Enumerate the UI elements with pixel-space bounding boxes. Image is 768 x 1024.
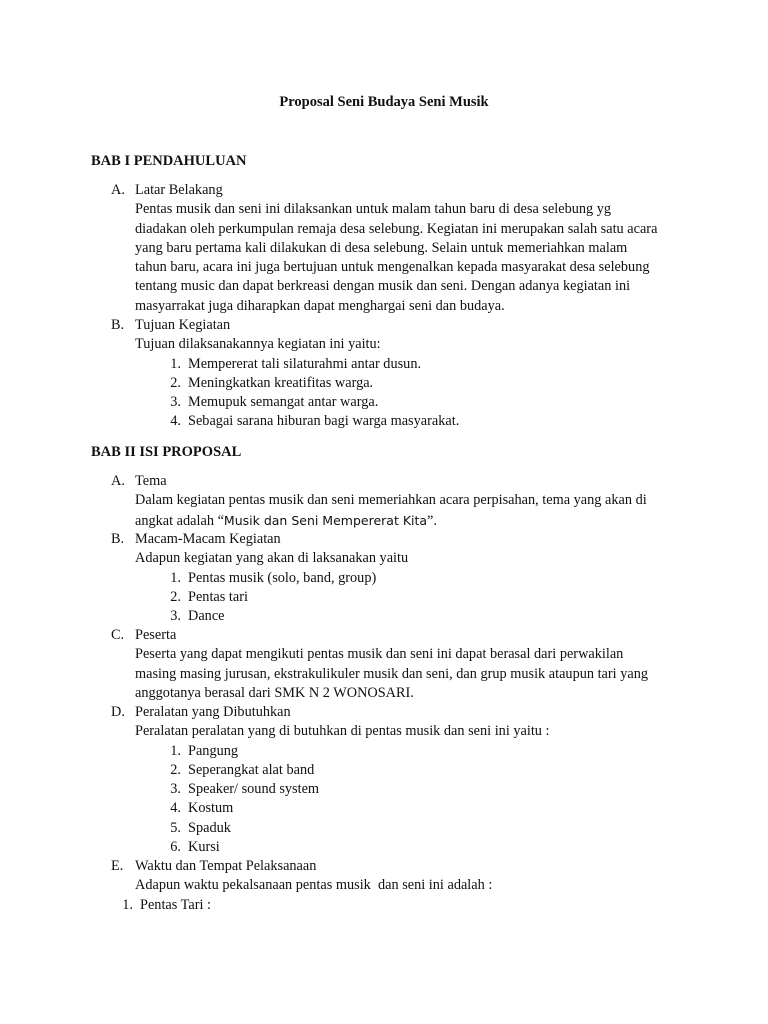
document-title: Proposal Seni Budaya Seni Musik xyxy=(279,94,489,110)
section-letter: C. xyxy=(111,627,125,643)
section-heading: Macam-Macam Kegiatan xyxy=(135,531,281,547)
section-peserta xyxy=(111,626,681,703)
section-waktu-tempat xyxy=(111,857,681,915)
numbered-list xyxy=(159,355,681,432)
list-item: 4. Kostum xyxy=(170,800,234,817)
list-item: 2. Pentas tari xyxy=(170,588,248,605)
list-item: 1. Pentas Tari : xyxy=(122,896,212,913)
paragraph-line: Peserta yang dapat mengikuti pentas musik dan seni ini dapat berasal dari perwakilan xyxy=(135,646,624,663)
list-item: 2. Seperangkat alat band xyxy=(170,761,315,778)
chapter-heading-1: BAB I PENDAHULUAN xyxy=(91,153,247,169)
section-heading: Peserta xyxy=(135,627,177,643)
section-intro: Peralatan peralatan yang di butuhkan di pentas musik dan seni ini yaitu : xyxy=(135,723,550,740)
list-item: 1. Pangung xyxy=(170,742,239,759)
section-letter: A. xyxy=(111,182,125,198)
section-heading: Tema xyxy=(135,473,167,489)
list-item: 3. Speaker/ sound system xyxy=(170,781,320,798)
list-item: 5. Spaduk xyxy=(170,819,231,836)
section-tema xyxy=(111,472,681,531)
section-heading: Latar Belakang xyxy=(135,182,223,198)
paragraph-line: Pentas musik dan seni ini dilaksankan untuk malam tahun baru di desa selebung yg xyxy=(135,201,612,218)
section-macam-kegiatan xyxy=(111,530,681,626)
list-item: 6. Kursi xyxy=(170,839,220,856)
section-heading: Waktu dan Tempat Pelaksanaan xyxy=(135,858,317,874)
section-paragraph xyxy=(135,200,681,316)
paragraph-line: tahun baru, acara ini juga bertujuan untuk mengenalkan kepada masyarakat desa selebung xyxy=(135,259,650,276)
paragraph-line: tentang music dan dapat berkreasi dengan musik dan seni. Dengan adanya kegiatan ini xyxy=(135,278,631,295)
list-item: 4. Sebagai sarana hiburan bagi warga masyarakat. xyxy=(170,413,460,430)
numbered-list xyxy=(111,896,681,915)
paragraph-line: yang baru pertama kali dilakukan di desa selebung. Selain untuk memeriahkan malam xyxy=(135,239,628,256)
section-letter: A. xyxy=(111,473,125,489)
theme-quote: Musik dan Seni Mempererat Kita xyxy=(223,512,428,528)
section-latar-belakang xyxy=(111,181,681,316)
section-tujuan-kegiatan xyxy=(111,316,681,432)
list-item: 2. Meningkatkan kreatifitas warga. xyxy=(170,374,374,391)
section-letter: D. xyxy=(111,704,125,720)
paragraph-line: masyarrakat juga diharapkan dapat menghargai seni dan budaya. xyxy=(135,297,505,314)
section-letter: E. xyxy=(111,858,124,874)
paragraph-line: Dalam kegiatan pentas musik dan seni memeriahkan acara perpisahan, tema yang akan di xyxy=(135,492,647,509)
section-heading: Tujuan Kegiatan xyxy=(135,317,231,333)
section-peralatan xyxy=(111,703,681,857)
list-item: 1. Mempererat tali silaturahmi antar dusun. xyxy=(170,355,422,372)
paragraph-line: diadakan oleh perkumpulan remaja desa selebung. Kegiatan ini merupakan salah satu acara xyxy=(135,220,658,237)
section-heading: Peralatan yang Dibutuhkan xyxy=(135,704,291,720)
list-item: 3. Dance xyxy=(170,608,225,625)
paragraph-line: anggotanya berasal dari SMK N 2 WONOSARI. xyxy=(135,684,414,701)
paragraph-line: angkat adalah “Musik dan Seni Mempererat Kita”. xyxy=(135,512,437,529)
section-letter: B. xyxy=(111,317,125,333)
list-item: 1. Pentas musik (solo, band, group) xyxy=(170,569,377,586)
chapter-heading-2: BAB II ISI PROPOSAL xyxy=(91,444,242,460)
section-intro: Adapun kegiatan yang akan di laksanakan yaitu xyxy=(135,550,409,567)
numbered-list xyxy=(159,569,681,627)
numbered-list xyxy=(159,742,681,858)
paragraph-line: masing masing jurusan, ekstrakulikuler musik dan seni, dan grup musik ataupun tari yang xyxy=(135,665,649,682)
section-intro: Tujuan dilaksanakannya kegiatan ini yaitu: xyxy=(135,336,381,353)
section-intro: Adapun waktu pekalsanaan pentas musik dan seni ini adalah : xyxy=(135,877,493,894)
section-letter: B. xyxy=(111,531,125,547)
list-item: 3. Memupuk semangat antar warga. xyxy=(170,394,379,411)
